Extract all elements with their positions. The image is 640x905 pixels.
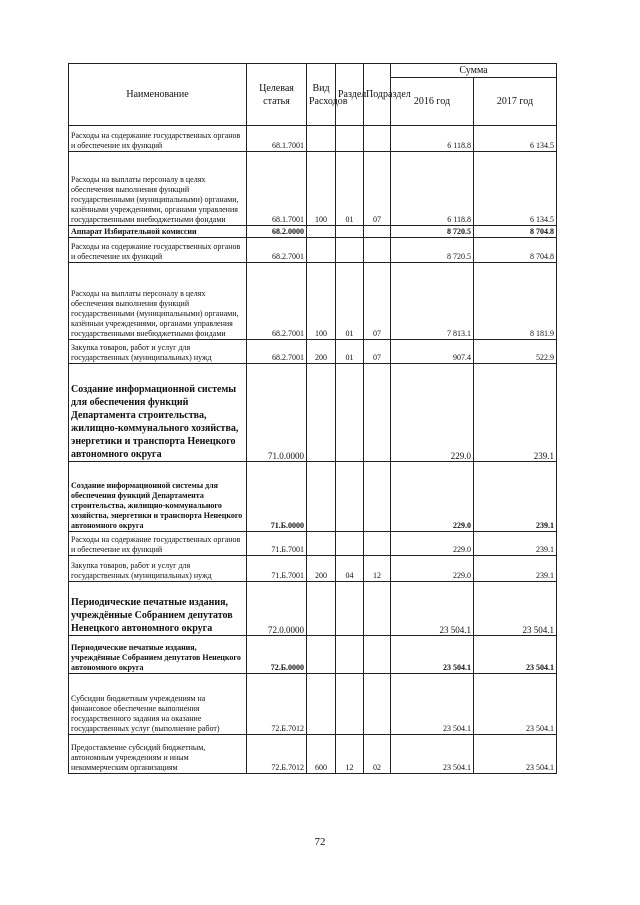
row-sum-2016: 6 118.8 [391, 126, 474, 152]
row-article: 68.1.7001 [247, 152, 307, 226]
row-sum-2017: 239.1 [474, 556, 557, 582]
row-sum-2017: 23 504.1 [474, 636, 557, 674]
row-section: 01 [336, 340, 364, 364]
row-article: 68.2.7001 [247, 340, 307, 364]
row-sum-2017: 8 181.9 [474, 263, 557, 340]
row-name: Закупка товаров, работ и услуг для государственных (муниципальных) нужд [69, 340, 247, 364]
row-sum-2017: 239.1 [474, 462, 557, 532]
row-subsection: 02 [364, 735, 391, 774]
table-row [69, 126, 557, 152]
row-sum-2016: 6 118.8 [391, 152, 474, 226]
row-sum-2016: 229.0 [391, 532, 474, 556]
row-expense-type: 100 [307, 263, 336, 340]
row-sum-2016: 23 504.1 [391, 735, 474, 774]
row-name: Расходы на содержание государственных органов и обеспечение их функций [69, 238, 247, 263]
header-section: Раздел [336, 64, 364, 126]
row-name: Создание информационной системы для обеспечения функций Департамента строительства, жилищно-коммунального хозяйства, энергетики и транспорта Ненецкого автономного округа [69, 462, 247, 532]
row-expense-type: 100 [307, 152, 336, 226]
table-row [69, 636, 557, 674]
row-section [336, 364, 364, 462]
row-article: 71.Б.0000 [247, 462, 307, 532]
table-row [69, 226, 557, 238]
row-article: 71.Б.7001 [247, 556, 307, 582]
row-subsection: 07 [364, 340, 391, 364]
row-sum-2016: 23 504.1 [391, 674, 474, 735]
row-name: Периодические печатные издания, учреждённые Собранием депутатов Ненецкого автономного округа [69, 636, 247, 674]
row-sum-2016: 229.0 [391, 364, 474, 462]
table-row [69, 364, 557, 462]
header-year-2016: 2016 год [391, 78, 474, 126]
row-section: 04 [336, 556, 364, 582]
row-expense-type [307, 364, 336, 462]
row-section [336, 582, 364, 636]
row-sum-2017: 6 134.5 [474, 152, 557, 226]
row-expense-type [307, 226, 336, 238]
row-sum-2017: 8 704.8 [474, 226, 557, 238]
row-subsection: 07 [364, 263, 391, 340]
row-sum-2017: 23 504.1 [474, 735, 557, 774]
row-subsection [364, 674, 391, 735]
header-subsection: Подраздел [364, 64, 391, 126]
table-row [69, 735, 557, 774]
row-article: 71.Б.7001 [247, 532, 307, 556]
row-name: Предоставление субсидий бюджетным, автономным учреждениям и иным некоммерческим организациям [69, 735, 247, 774]
row-name: Субсидии бюджетным учреждениям на финансовое обеспечение выполнения государственного задания на оказание государственных услуг (выполнение работ) [69, 674, 247, 735]
table-row [69, 556, 557, 582]
row-article: 71.0.0000 [247, 364, 307, 462]
row-article: 68.2.0000 [247, 226, 307, 238]
row-section: 01 [336, 152, 364, 226]
row-name: Расходы на содержание государственных органов и обеспечение их функций [69, 126, 247, 152]
table-row [69, 340, 557, 364]
row-name: Расходы на содержание государственных органов и обеспечение их функций [69, 532, 247, 556]
row-sum-2017: 239.1 [474, 532, 557, 556]
row-sum-2016: 23 504.1 [391, 636, 474, 674]
row-expense-type [307, 674, 336, 735]
row-sum-2017: 23 504.1 [474, 674, 557, 735]
page-number: 72 [314, 836, 326, 848]
table-row [69, 238, 557, 263]
row-subsection [364, 226, 391, 238]
row-section [336, 674, 364, 735]
row-subsection [364, 462, 391, 532]
row-subsection [364, 582, 391, 636]
row-section [336, 462, 364, 532]
row-expense-type [307, 462, 336, 532]
row-article: 68.2.7001 [247, 238, 307, 263]
table-row [69, 582, 557, 636]
row-expense-type [307, 636, 336, 674]
row-name: Создание информационной системы для обеспечения функций Департамента строительства, жилищно-коммунального хозяйства, энергетики и транспорта Ненецкого автономного округа [69, 364, 247, 462]
header-sum: Сумма [391, 64, 557, 78]
row-sum-2016: 229.0 [391, 556, 474, 582]
row-article: 68.1.7001 [247, 126, 307, 152]
row-subsection [364, 126, 391, 152]
row-subsection [364, 364, 391, 462]
row-article: 72.Б.7012 [247, 674, 307, 735]
row-section [336, 532, 364, 556]
row-sum-2017: 6 134.5 [474, 126, 557, 152]
row-sum-2016: 8 720.5 [391, 226, 474, 238]
row-expense-type: 200 [307, 340, 336, 364]
row-section [336, 636, 364, 674]
row-expense-type: 600 [307, 735, 336, 774]
row-expense-type [307, 582, 336, 636]
row-sum-2017: 23 504.1 [474, 582, 557, 636]
row-name: Расходы на выплаты персоналу в целях обеспечения выполнения функций государственными (муниципальными) органами, казённыи учреждениями, органами управления государственными внебюджетными фондами [69, 263, 247, 340]
row-section [336, 238, 364, 263]
row-sum-2016: 8 720.5 [391, 238, 474, 263]
table-row [69, 532, 557, 556]
row-name: Расходы на выплаты персоналу в целях обеспечения выполнения функций государственными (муниципальными) органами, казёнными учреждениями, органами управления государственными внебюджетными фондами [69, 152, 247, 226]
row-subsection [364, 532, 391, 556]
row-subsection [364, 238, 391, 263]
header-name: Наименование [69, 64, 247, 126]
header-article: Целевая статья [247, 64, 307, 126]
row-sum-2017: 522.9 [474, 340, 557, 364]
table-row [69, 152, 557, 226]
row-subsection [364, 636, 391, 674]
row-article: 72.Б.7012 [247, 735, 307, 774]
row-article: 72.Б.0000 [247, 636, 307, 674]
header-year-2017: 2017 год [474, 78, 557, 126]
row-sum-2016: 229.0 [391, 462, 474, 532]
row-article: 68.2.7001 [247, 263, 307, 340]
row-name: Периодические печатные издания, учреждённые Собранием депутатов Ненецкого автономного округа [69, 582, 247, 636]
row-expense-type [307, 532, 336, 556]
table-row [69, 462, 557, 532]
row-section [336, 226, 364, 238]
row-sum-2016: 23 504.1 [391, 582, 474, 636]
header-expense-type: Вид Расходов [307, 64, 336, 126]
row-expense-type [307, 238, 336, 263]
row-subsection: 12 [364, 556, 391, 582]
row-name: Закупка товаров, работ и услуг для государственных (муниципальных) нужд [69, 556, 247, 582]
table-row [69, 263, 557, 340]
row-article: 72.0.0000 [247, 582, 307, 636]
row-expense-type [307, 126, 336, 152]
row-name: Аппарат Избирательной комиссии [69, 226, 247, 238]
row-sum-2016: 7 813.1 [391, 263, 474, 340]
row-section: 01 [336, 263, 364, 340]
row-sum-2017: 239.1 [474, 364, 557, 462]
row-expense-type: 200 [307, 556, 336, 582]
table-row [69, 674, 557, 735]
row-sum-2017: 8 704.8 [474, 238, 557, 263]
row-subsection: 07 [364, 152, 391, 226]
row-section [336, 126, 364, 152]
row-section: 12 [336, 735, 364, 774]
budget-table [68, 63, 557, 774]
row-sum-2016: 907.4 [391, 340, 474, 364]
